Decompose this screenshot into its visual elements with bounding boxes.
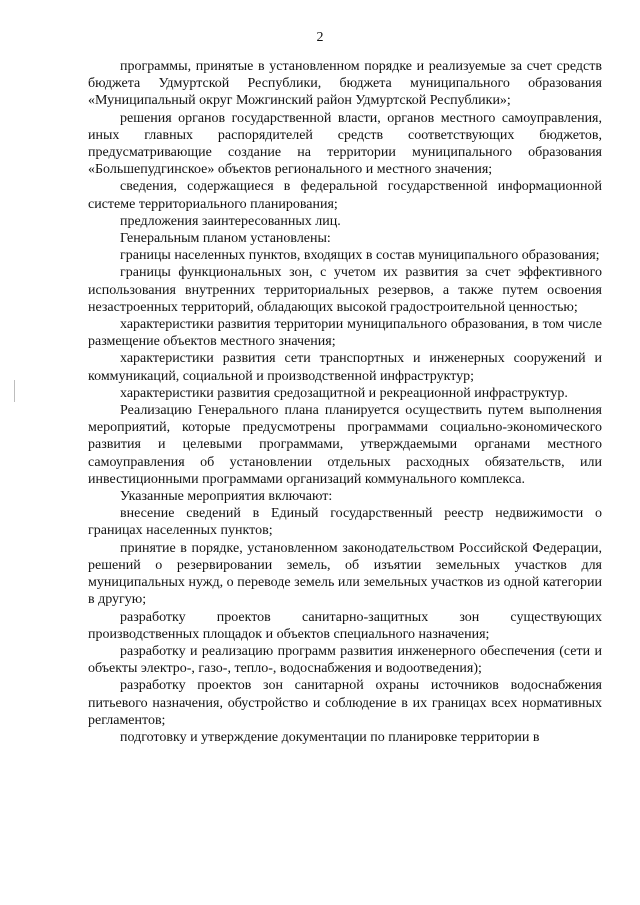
document-body — [88, 58, 602, 746]
margin-mark — [14, 380, 15, 402]
page-number: 2 — [316, 30, 324, 45]
paragraph: внесение сведений в Единый государственный реестр недвижимости о границах населенных пунктов; — [88, 506, 602, 539]
paragraph: сведения, содержащиеся в федеральной государственной информационной системе территориального планирования; — [88, 179, 602, 212]
paragraph: Реализацию Генерального плана планируется осуществить путем выполнения мероприятий, которые предусмотрены программами социально-экономического развития и целевыми программами, утверждаемыми органами местного самоуправления об установлении отдельных расходных обязательств, или инвестиционными программами организаций коммунального комплекса. — [88, 403, 602, 487]
paragraph: Указанные мероприятия включают: — [120, 489, 333, 505]
paragraph: характеристики развития территории муниципального образования, в том числе размещение объектов местного значения; — [88, 317, 602, 350]
paragraph: принятие в порядке, установленном законодательством Российской Федерации, решений о резервировании земель, об изъятии земельных участков для муниципальных нужд, о переводе земель или земельных участков из одной категории в другую; — [88, 540, 602, 608]
paragraph: характеристики развития средозащитной и рекреационной инфраструктур. — [120, 385, 568, 401]
paragraph: программы, принятые в установленном порядке и реализуемые за счет средств бюджета Удмуртской Республики, бюджета муниципального образования «Муниципальный округ Можгинский район Удмуртской Республики»; — [88, 59, 602, 109]
paragraph: границы населенных пунктов, входящих в состав муниципального образования; — [120, 248, 600, 264]
paragraph: разработку и реализацию программ развития инженерного обеспечения (сети и объекты электро-, газо-, тепло-, водоснабжения и водоотведения); — [88, 643, 602, 677]
paragraph: Генеральным планом установлены: — [120, 231, 331, 247]
paragraph: подготовку и утверждение документации по планировке территории в — [120, 729, 540, 745]
paragraph: разработку проектов зон санитарной охраны источников водоснабжения питьевого назначения, обустройство и соблюдение в их границах всех нормативных регламентов; — [88, 678, 602, 728]
paragraph: характеристики развития сети транспортных и инженерных сооружений и коммуникаций, социальной и производственной инфраструктур; — [88, 351, 602, 384]
paragraph: предложения заинтересованных лиц. — [120, 213, 341, 229]
paragraph: разработку проектов санитарно-защитных зон существующих производственных площадок и объектов специального назначения; — [88, 609, 602, 642]
paragraph: решения органов государственной власти, органов местного самоуправления, иных главных распорядителей средств соответствующих бюджетов, предусматривающие создание на территории муниципального образования «Большепудгинское» объектов регионального и местного значения; — [88, 110, 602, 178]
paragraph: границы функциональных зон, с учетом их развития за счет эффективного использования внутренних территориальных резервов, а также путем освоения незастроенных территорий, обладающих высокой градостроительной ценностью; — [88, 265, 602, 315]
